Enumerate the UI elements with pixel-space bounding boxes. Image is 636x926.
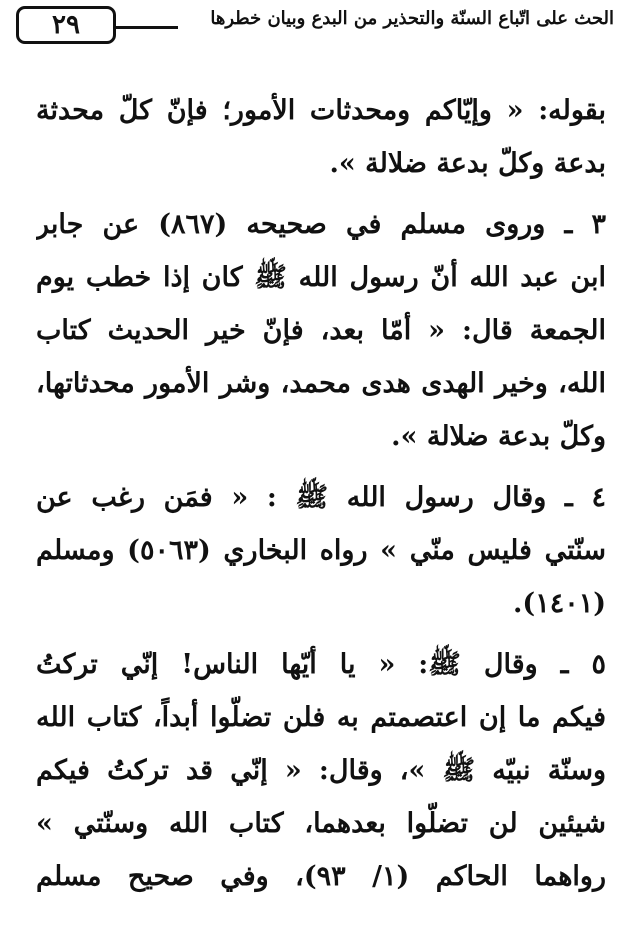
paragraph-item-3 bbox=[36, 198, 606, 463]
text-line: الجمعة قال: « أمّا بعد، فإنّ خير الحديث كتاب bbox=[36, 315, 606, 346]
text-line: ٤ ـ وقال رسول الله ﷺ : « فمَن رغب عن bbox=[36, 482, 606, 513]
text-line: ٣ ـ وروى مسلم في صحيحه (٨٦٧) عن جابر bbox=[36, 209, 606, 240]
page-number: ٢٩ bbox=[52, 10, 80, 40]
text-line: شيئين لن تضلّوا بعدهما، كتاب الله وسنّتي » bbox=[36, 808, 606, 839]
paragraph-item-4 bbox=[36, 471, 606, 630]
page-number-box bbox=[16, 6, 116, 44]
text-line: (١٤٠١). bbox=[513, 588, 606, 619]
text-line: وسنّة نبيّه ﷺ »، وقال: « إنّي قد تركتُ فيكم bbox=[36, 755, 606, 786]
text-line: وكلّ بدعة ضلالة ». bbox=[391, 421, 606, 452]
text-line: فيكم ما إن اعتصمتم به فلن تضلّوا أبداً، كتاب الله bbox=[36, 702, 606, 733]
page-header bbox=[10, 4, 614, 46]
paragraph-continuation bbox=[36, 84, 606, 190]
text-line: سنّتي فليس منّي » رواه البخاري (٥٠٦٣) ومسلم bbox=[36, 535, 606, 566]
text-line: بقوله: « وإيّاكم ومحدثات الأمور؛ فإنّ كلّ محدثة bbox=[36, 95, 606, 126]
text-line: بدعة وكلّ بدعة ضلالة ». bbox=[329, 148, 606, 179]
text-line: الله، وخير الهدى هدى محمد، وشر الأمور محدثاتها، bbox=[36, 368, 606, 399]
paragraph-item-5 bbox=[36, 638, 606, 903]
text-line: ابن عبد الله أنّ رسول الله ﷺ كان إذا خطب يوم bbox=[36, 262, 606, 293]
text-line: ٥ ـ وقال ﷺ: « يا أيّها الناس! إنّي تركتُ bbox=[36, 649, 606, 680]
text-line: رواهما الحاكم (١/ ٩٣)، وفي صحيح مسلم bbox=[36, 861, 606, 892]
header-rule bbox=[116, 26, 178, 29]
body-text bbox=[36, 84, 606, 903]
running-title: الحث على اتّباع السنّة والتحذير من البدع وبيان خطرها bbox=[210, 8, 614, 29]
